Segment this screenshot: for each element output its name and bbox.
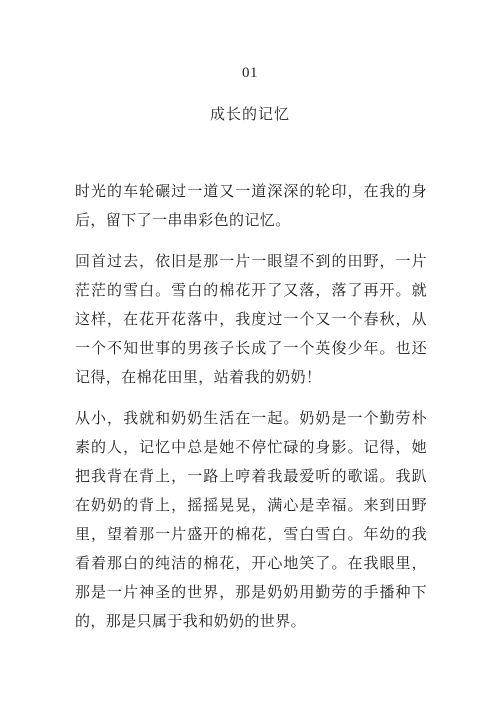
paragraph-3: 从小，我就和奶奶生活在一起。奶奶是一个勤劳朴素的人，记忆中总是她不停忙碌的身影。记得，她把我背在背上，一路上哼着我最爱听的歌谣。我趴在奶奶的背上，摇摇晃晃，满心是幸福。来到田野里，望着那一片盛开的棉花，雪白雪白。年幼的我看着那白的纯洁的棉花，开心地笑了。在我眼里，那是一片神圣的世界，那是奶奶用勤劳的手播种下的，那是只属于我和奶奶的世界。 [75, 409, 427, 630]
chapter-title: 成长的记忆 [209, 105, 290, 123]
paragraph-1: 时光的车轮碾过一道又一道深深的轮印，在我的身后，留下了一串串彩色的记忆。 [75, 182, 427, 229]
chapter-number: 01 [242, 65, 258, 81]
paragraph-2: 回首过去，依旧是那一片一眼望不到的田野，一片茫茫的雪白。雪白的棉花开了又落，落了再开。就这样，在花开花落中，我度过一个又一个春秋，从一个不知世事的男孩子长成了一个英俊少年。也还记得，在棉花田里，站着我的奶奶！ [75, 252, 427, 386]
body-text [75, 177, 427, 648]
